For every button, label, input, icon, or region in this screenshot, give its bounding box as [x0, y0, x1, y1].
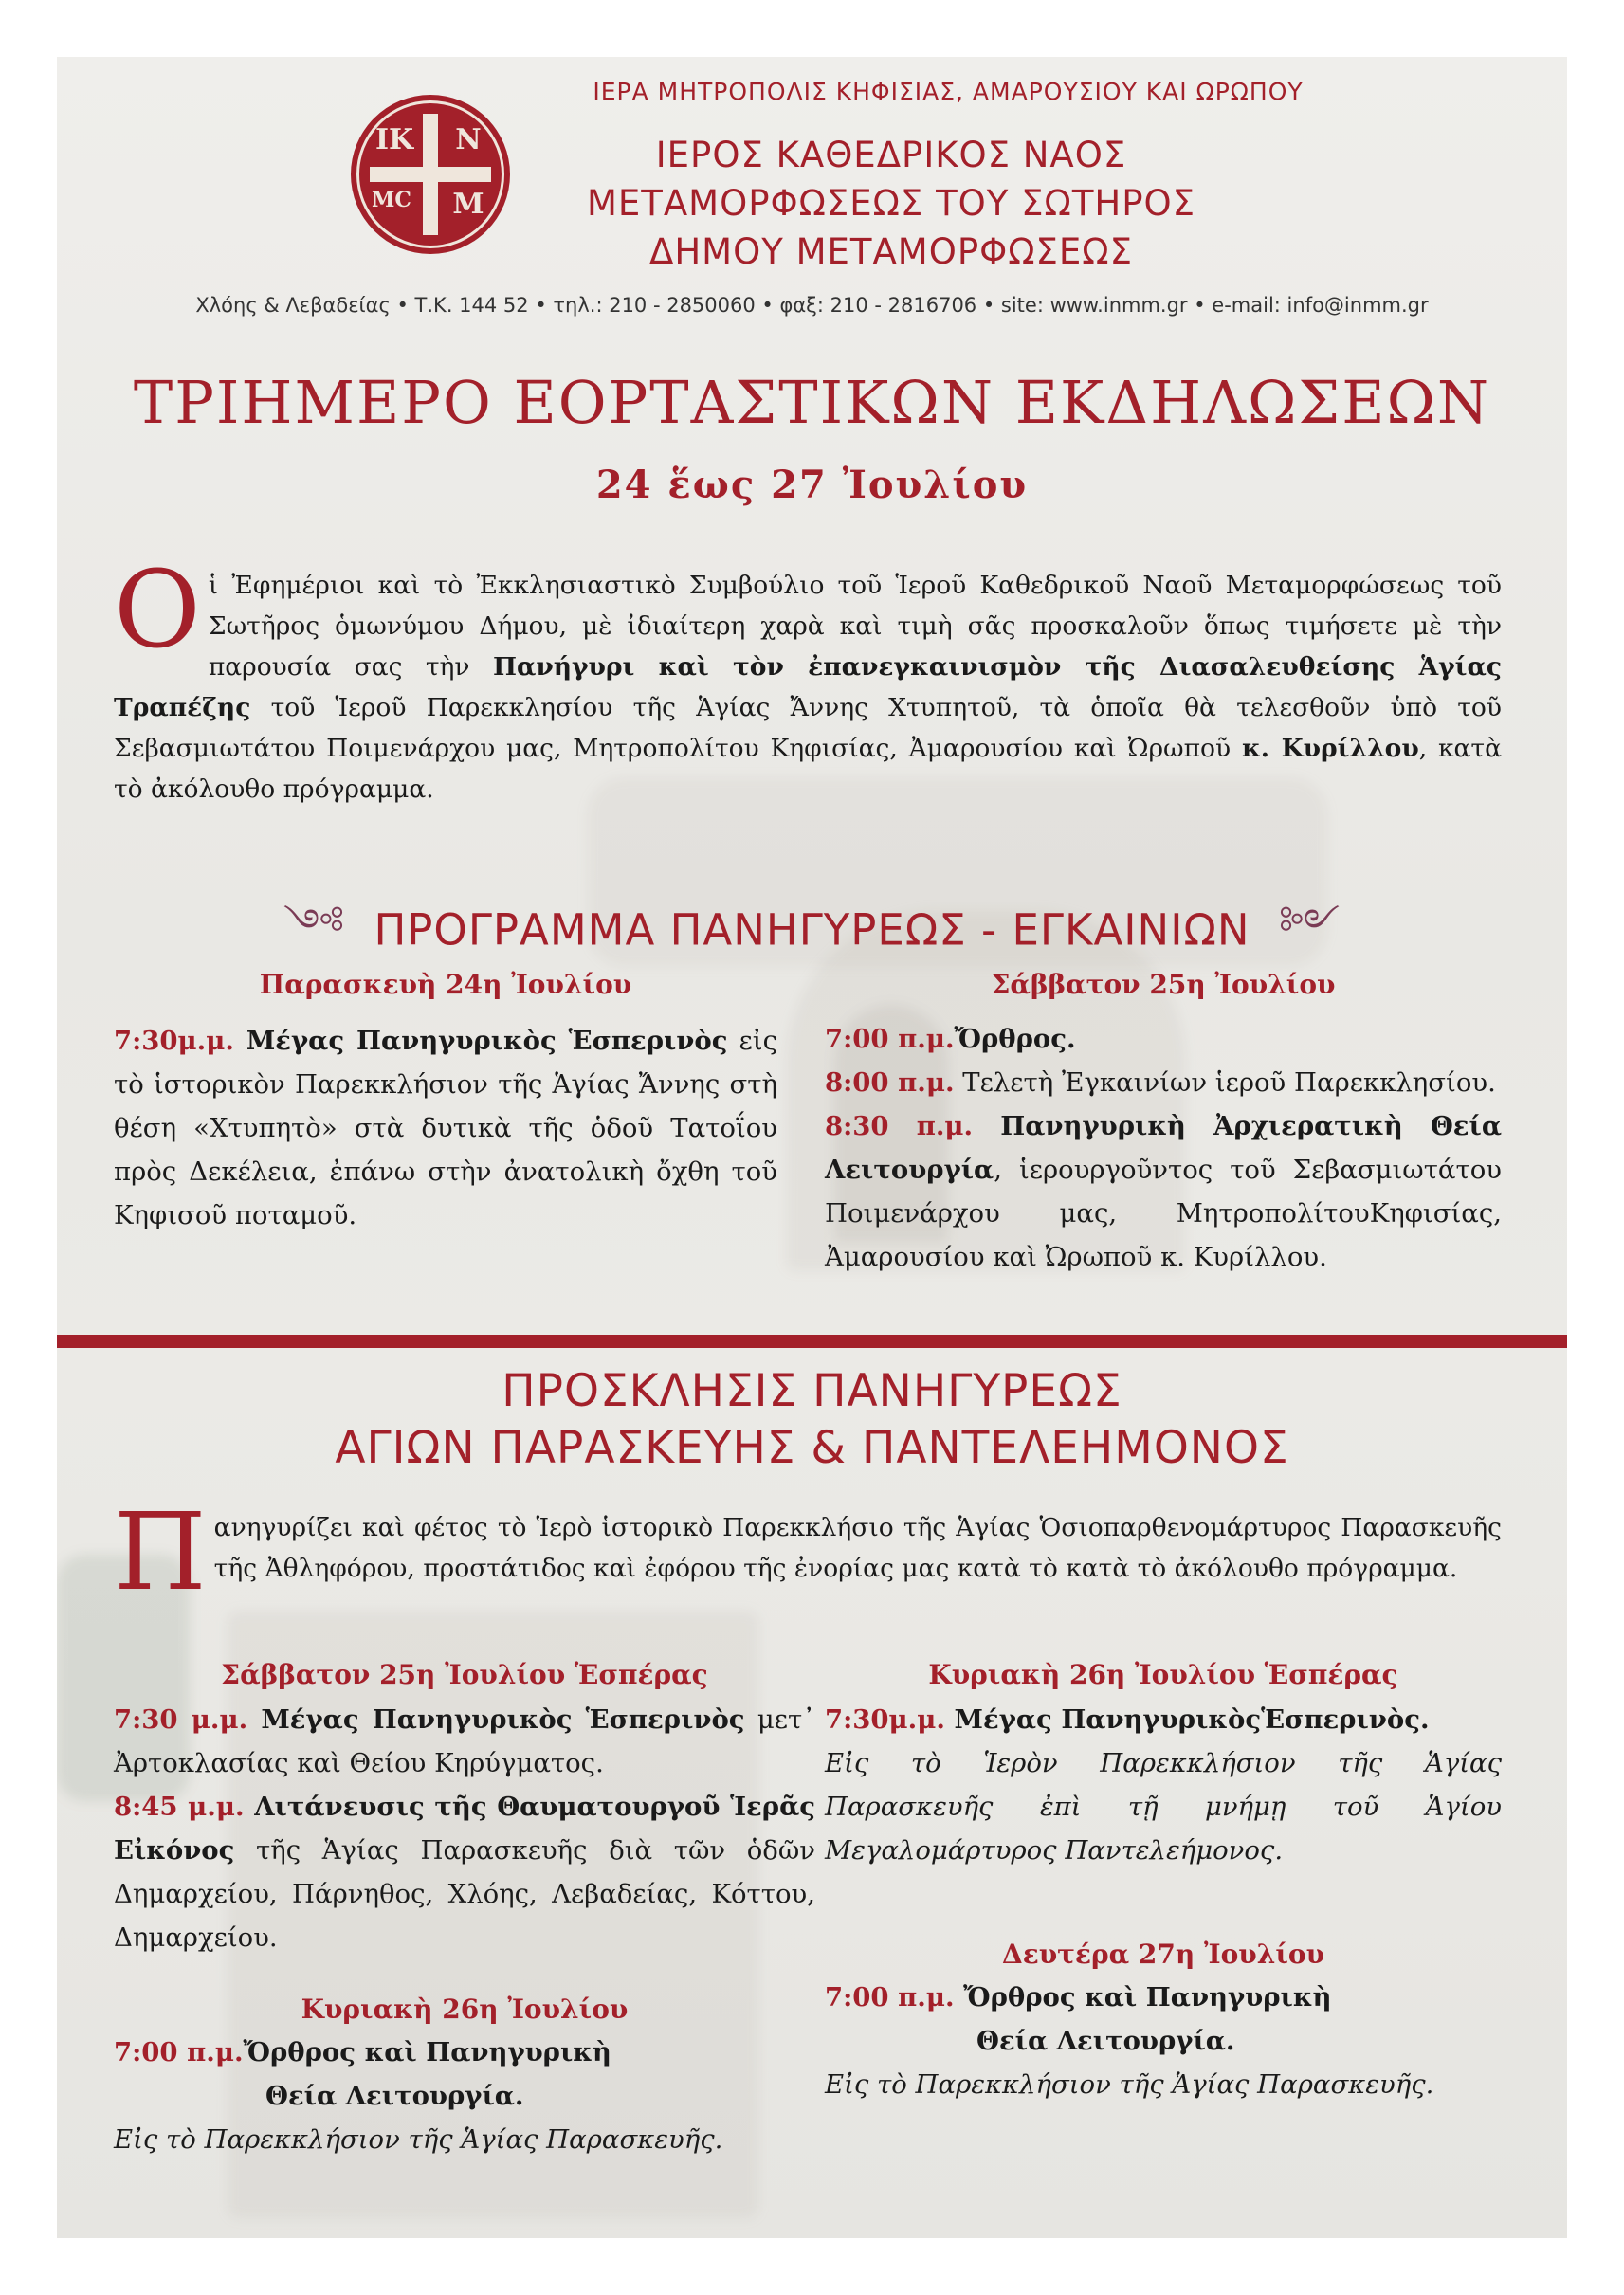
church-name-line-2: ΜΕΤΑΜΟΡΦΩΣΕΩΣ ΤΟΥ ΣΩΤΗΡΟΣ	[586, 183, 1196, 224]
day-heading: Παρασκευὴ 24η Ἰουλίου	[259, 969, 632, 1000]
section-divider	[57, 1335, 1567, 1348]
schedule-entry: 7:30μ.μ. Μέγας Πανηγυρικὸς Ἑσπερινὸς εἰς τὸ ἱστορικὸν Παρεκκλήσιον τῆς Ἁγίας Ἄννης στὴ θέση «Χτυπητὸ» στὰ δυτικὰ τῆς ὁδοῦ Τατοΐου πρὸς Δεκέλεια, ἐπάνω στὴν ἀνατολικὴ ὄχθη τοῦ Κηφισοῦ ποταμοῦ.	[114, 1026, 777, 1230]
schedule-entry: 7:00 π.μ.Ὄρθρος.	[825, 1024, 1076, 1054]
program-right-column	[825, 969, 1502, 1279]
day-heading: Σάββατον 25η Ἰουλίου	[991, 969, 1336, 1000]
invitation-title-line-1: ΠΡΟΣΚΛΗΣΙΣ ΠΑΝΗΓΥΡΕΩΣ	[502, 1365, 1122, 1417]
schedule-entry: 7:30μ.μ. Μέγας ΠανηγυρικὸςἙσπερινὸς. Εἰς τὸ Ἱερὸν Παρεκκλήσιον τῆς Ἁγίας Παρασκευῆς ἐπὶ τῇ μνήμῃ τοῦ Ἁγίου Μεγαλομάρτυρος Παντελεήμονος.	[825, 1704, 1502, 1866]
schedule-entry: 8:45 μ.μ. Λιτάνευσις τῆς Θαυματουργοῦ Ἱερᾶς Εἰκόνος τῆς Ἁγίας Παρασκευῆς διὰ τῶν ὁδῶν Δημαρχείου, Πάρνηθος, Χλόης, Λεβαδείας, Κόττου, Δημαρχείου.	[114, 1792, 815, 1953]
dropcap: Π	[114, 1491, 207, 1614]
poster-sheet	[57, 57, 1567, 2238]
schedule-entry: 8:00 π.μ. Τελετὴ Ἐγκαινίων ἱεροῦ Παρεκκλησίου.	[825, 1067, 1496, 1098]
day-heading: Σάββατον 25η Ἰουλίου Ἑσπέρας	[221, 1659, 708, 1690]
church-name-line-1: ΙΕΡΟΣ ΚΑΘΕΔΡΙΚΟΣ ΝΑΟΣ	[655, 135, 1127, 175]
metropolis-name: ΙΕΡΑ ΜΗΤΡΟΠΟΛΙΣ ΚΗΦΙΣΙΑΣ, ΑΜΑΡΟΥΣΙΟΥ ΚΑΙ ΩΡΩΠΟΥ	[593, 78, 1304, 105]
ornament-left-icon: ༺	[283, 902, 345, 945]
schedule-entry: 8:30 π.μ. Πανηγυρικὴ Ἀρχιερατικὴ Θεία Λειτουργία, ἱερουργοῦντος τοῦ Σεβασμιωτάτου Ποιμενάρχου μας, ΜητροπολίτουΚηφισίας, Ἀμαρουσίου καὶ Ὠρωποῦ κ. Κυρίλλου.	[825, 1111, 1502, 1272]
day-heading: Κυριακὴ 26η Ἰουλίου	[301, 1994, 629, 2025]
event-dates: 24 ἕως 27 Ἰουλίου	[595, 463, 1029, 507]
invitation-paragraph: Πανηγυρίζει καὶ φέτος τὸ Ἱερὸ ἱστορικὸ Παρεκκλήσιο τῆς Ἁγίας Ὁσιοπαρθενομάρτυρος Παρασκευῆς τῆς Ἀθληφόρου, προστάτιδος καὶ ἐφόρου τῆς ἐνορίας μας κατὰ τὸ κατὰ τὸ ἀκόλουθο πρόγραμμα.	[114, 1491, 1502, 1614]
schedule-entry: 7:30 μ.μ. Μέγας Πανηγυρικὸς Ἑσπερινὸς μετ᾽ Ἀρτοκλασίας καὶ Θείου Κηρύγματος.	[114, 1704, 815, 1778]
ornament-right-icon: ༻	[1279, 902, 1341, 945]
metropolis-seal-icon: ΙΚ Ν ΜC Μ	[351, 95, 510, 254]
dropcap: Ο	[114, 549, 201, 672]
contact-address: Χλόης & Λεβαδείας • Τ.Κ. 144 52 • τηλ.: 210 - 2850060 • φαξ: 210 - 2816706 • site: www.inmm.gr • e-mail: info@inmm.gr	[195, 294, 1429, 317]
program-left-column	[114, 969, 777, 1237]
invitation-left-column	[114, 1659, 815, 2161]
intro-paragraph: Οἱ Ἐφημέριοι καὶ τὸ Ἐκκλησιαστικὸ Συμβούλιο τοῦ Ἱεροῦ Καθεδρικοῦ Ναοῦ Μεταμορφώσεως τοῦ Σωτῆρος ὁμωνύμου Δήμου, μὲ ἰδιαίτερη χαρὰ καὶ τιμὴ σᾶς προσκαλοῦν ὅπως τιμήσετε μὲ τὴν παρουσία σας τὴν Πανήγυρι καὶ τὸν ἐπανεγκαινισμὸν τῆς Διασαλευθείσης Ἁγίας Τραπέζης τοῦ Ἱεροῦ Παρεκκλησίου τῆς Ἁγίας Ἄννης Χτυπητοῦ, τὰ ὁποῖα θὰ τελεσθοῦν ὑπὸ τοῦ Σεβασμιωτάτου Ποιμενάρχου μας, Μητροπολίτου Κηφισίας, Ἀμαρουσίου καὶ Ὠρωποῦ κ. Κυρίλλου, κατὰ τὸ ἀκόλουθο πρόγραμμα.	[114, 549, 1503, 804]
invitation-title-line-2: ΑΓΙΩΝ ΠΑΡΑΣΚΕΥΗΣ & ΠΑΝΤΕΛΕΗΜΟΝΟΣ	[335, 1422, 1289, 1474]
schedule-entry: 7:00 π.μ. Ὄρθρος καὶ Πανηγυρικὴ Θεία Λειτουργία. Εἰς τὸ Παρεκκλήσιον τῆς Ἁγίας Παρασκευῆς.	[825, 1982, 1434, 2100]
day-heading: Κυριακὴ 26η Ἰουλίου Ἑσπέρας	[928, 1659, 1398, 1690]
invitation-right-column	[825, 1659, 1502, 2106]
day-heading: Δευτέρα 27η Ἰουλίου	[1001, 1939, 1325, 1970]
schedule-entry: 7:00 π.μ.Ὄρθρος καὶ Πανηγυρικὴ Θεία Λειτουργία. Εἰς τὸ Παρεκκλήσιον τῆς Ἁγίας Παρασκευῆς.	[114, 2037, 723, 2155]
program-title: ༺ ΠΡΟΓΡΑΜΜΑ ΠΑΝΗΓΥΡΕΩΣ - ΕΓΚΑΙΝΙΩΝ ༻	[283, 902, 1341, 956]
page-title: ΤΡΙΗΜΕΡΟ ΕΟΡΤΑΣΤΙΚΩΝ ΕΚΔΗΛΩΣΕΩΝ	[133, 368, 1491, 437]
church-name-line-3: ΔΗΜΟΥ ΜΕΤΑΜΟΡΦΩΣΕΩΣ	[649, 231, 1133, 272]
